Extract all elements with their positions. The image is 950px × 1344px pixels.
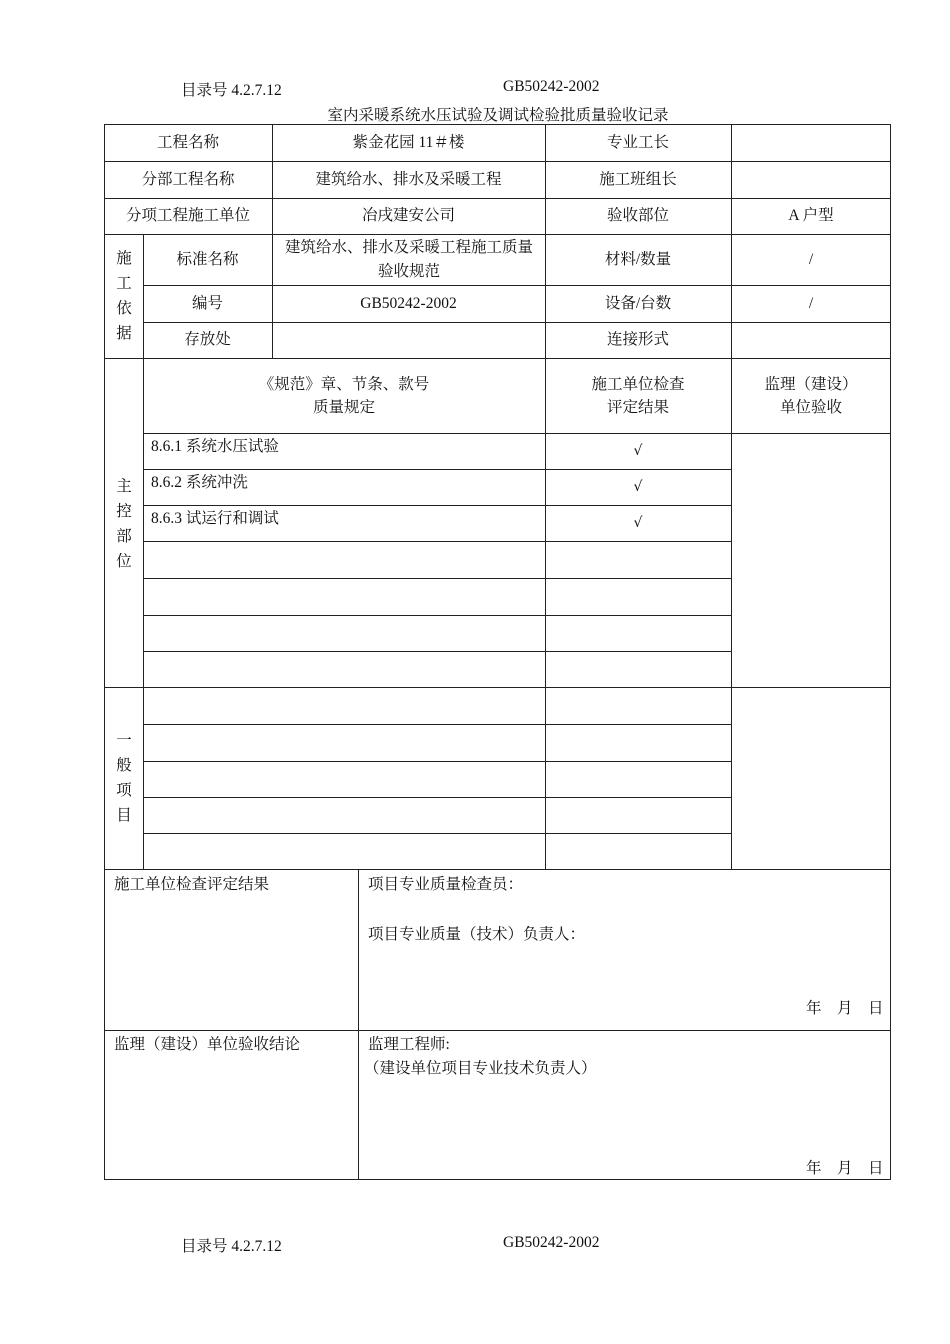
standard-code: GB50242-2002 [503,78,600,95]
storage-label: 存放处 [184,331,231,349]
check-mark-icon: √ [633,442,643,459]
contractor-result-column-header: 施工单位检查 评定结果 [591,375,685,416]
foreman-label: 专业工长 [606,133,669,151]
quality-inspector-field: 项目专业质量检查员： [368,876,524,893]
project-name-value: 紫金花园 11＃楼 [352,133,465,151]
sub-project-value: 建筑给水、排水及采暖工程 [315,170,502,188]
contractor-date-field: 年 月 日 [806,1000,884,1017]
supervisor-column-header: 监理（建设） 单位验收 [764,375,858,416]
catalog-number: 目录号 4.2.7.12 [181,82,282,99]
code-label: 编号 [191,294,223,312]
contractor-result-label: 施工单位检查评定结果 [114,876,270,893]
inspect-part-value: A 户型 [788,207,834,225]
main-item-clause: 8.6.3 试运行和调试 [151,510,279,527]
sub-project-label: 分部工程名称 [141,170,235,188]
inspect-part-label: 验收部位 [606,207,669,225]
std-name-label: 标准名称 [176,250,239,268]
material-value: / [808,250,814,268]
material-label: 材料/数量 [604,250,672,268]
form-title: 室内采暖系统水压试验及调试检验批质量验收记录 [327,107,669,124]
general-items-label: 一 般 项 目 [116,732,132,824]
team-leader-label: 施工班组长 [599,170,677,188]
footer-standard-code: GB50242-2002 [503,1234,600,1251]
contractor-value: 冶戌建安公司 [361,207,455,225]
equipment-label: 设备/台数 [604,294,672,312]
supervisor-date-field: 年 月 日 [806,1160,884,1177]
project-name-label: 工程名称 [156,133,219,151]
storage-value [272,322,545,358]
footer-catalog-number: 目录号 4.2.7.12 [181,1238,282,1255]
supervising-engineer-field: 监理工程师: [368,1036,450,1053]
std-name-value: 建筑给水、排水及采暖工程施工质量验收规范 [284,239,533,280]
contractor-label: 分项工程施工单位 [125,207,250,225]
code-value: GB50242-2002 [360,294,457,312]
owner-representative-field: （建设单位项目专业技术负责人） [364,1060,597,1077]
main-item-clause: 8.6.2 系统冲洗 [151,474,248,491]
team-leader-value [731,161,891,198]
spec-column-header: 《规范》章、节条、款号 质量规定 [258,375,430,416]
equipment-value: / [808,294,814,312]
foreman-value [731,124,891,161]
main-control-label: 主 控 部 位 [116,478,132,570]
connection-label: 连接形式 [606,331,669,349]
construction-basis-label: 施 工 依 据 [116,250,132,342]
tech-lead-field: 项目专业质量（技术）负责人： [368,926,586,943]
main-item-clause: 8.6.1 系统水压试验 [151,438,279,455]
check-mark-icon: √ [633,514,643,531]
supervisor-result-label: 监理（建设）单位验收结论 [114,1036,301,1053]
connection-value [731,322,891,358]
check-mark-icon: √ [633,478,643,495]
